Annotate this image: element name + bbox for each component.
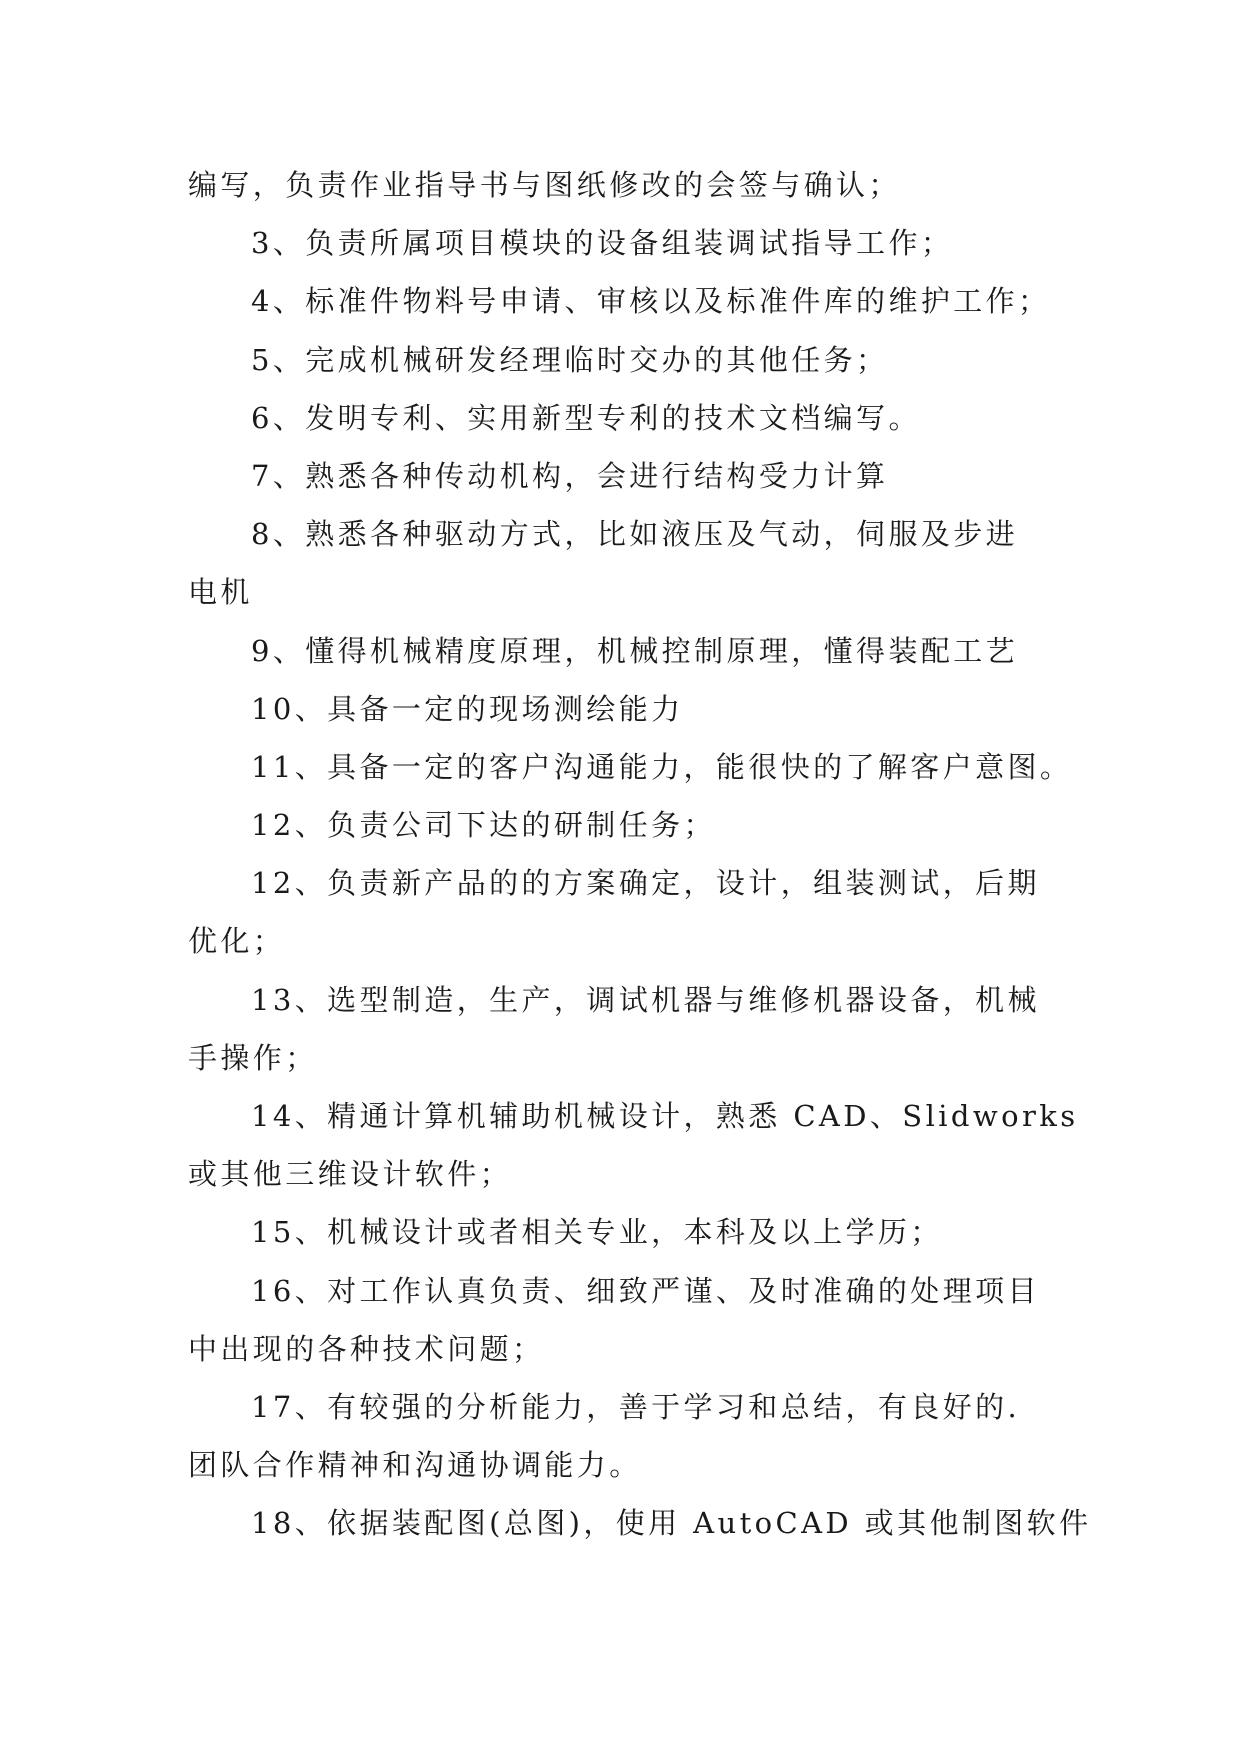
- text-line: 16、对工作认真负责、细致严谨、及时准确的处理项目: [251, 1273, 1040, 1308]
- text-line: 中出现的各种技术问题；: [188, 1331, 545, 1366]
- text-line: 18、依据装配图(总图)，使用 AutoCAD 或其他制图软件: [251, 1506, 1092, 1541]
- text-line: 8、熟悉各种驱动方式，比如液压及气动，伺服及步进: [251, 517, 1019, 552]
- text-line: 电机: [188, 575, 253, 610]
- text-line: 12、负责新产品的的方案确定，设计，组装测试，后期: [251, 866, 1040, 901]
- text-line: 或其他三维设计软件；: [188, 1157, 513, 1192]
- text-line: 手操作；: [188, 1040, 318, 1075]
- text-line: 10、具备一定的现场测绘能力: [251, 691, 684, 726]
- text-line: 15、机械设计或者相关专业，本科及以上学历；: [251, 1215, 943, 1250]
- text-line: 5、完成机械研发经理临时交办的其他任务；: [251, 342, 889, 377]
- text-line: 17、有较强的分析能力，善于学习和总结，有良好的.: [251, 1389, 1021, 1424]
- text-line: 14、精通计算机辅助机械设计，熟悉 CAD、Slidworks: [251, 1099, 1079, 1133]
- document-body: [188, 156, 1092, 1553]
- text-line: 团队合作精神和沟通协调能力。: [188, 1448, 642, 1483]
- text-line: 优化；: [188, 924, 286, 959]
- text-line: 3、负责所属项目模块的设备组装调试指导工作；: [251, 226, 954, 261]
- text-line: 11、具备一定的客户沟通能力，能很快的了解客户意图。: [251, 749, 1073, 784]
- text-line: 4、标准件物料号申请、审核以及标准件库的维护工作；: [251, 284, 1051, 319]
- text-line: 6、发明专利、实用新型专利的技术文档编写。: [251, 400, 921, 435]
- text-line: 9、懂得机械精度原理，机械控制原理，懂得装配工艺: [251, 633, 1019, 668]
- text-line: 13、选型制造，生产，调试机器与维修机器设备，机械: [251, 982, 1040, 1017]
- text-line: 12、负责公司下达的研制任务；: [251, 808, 716, 843]
- text-line: 7、熟悉各种传动机构，会进行结构受力计算: [251, 458, 889, 493]
- text-line: 编写，负责作业指导书与图纸修改的会签与确认；: [188, 168, 901, 202]
